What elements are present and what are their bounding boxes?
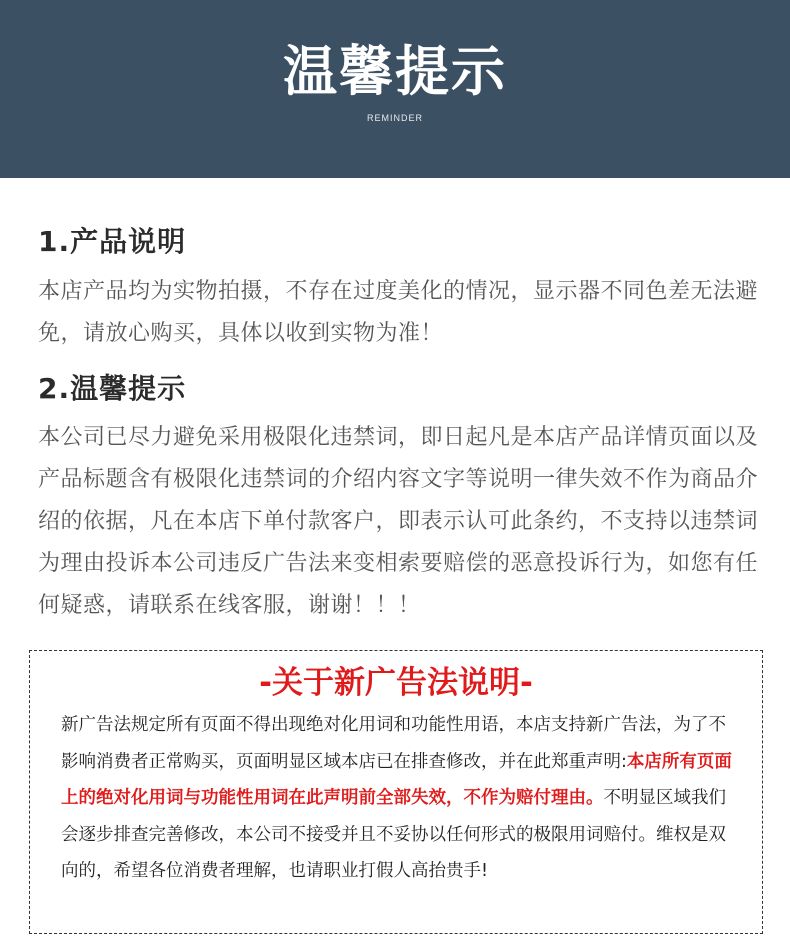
notice-title: -关于新广告法说明- — [259, 665, 533, 701]
header-title: 温馨提示 — [283, 40, 507, 103]
section-title-reminder: 2.温馨提示 — [38, 372, 187, 405]
section-text-product: 本店产品均为实物拍摄，不存在过度美化的情况，显示器不同色差无法避免，请放心购买，具体以收到实物为准！ — [38, 279, 759, 346]
notice-text-highlight: 本店所有页面上的绝对化用词与功能性用词在此声明前全部失效，不作为赔付理由。 — [61, 751, 732, 808]
header-subtitle: REMINDER — [366, 113, 423, 123]
header-banner — [0, 0, 790, 178]
ad-law-notice-box — [29, 650, 763, 934]
notice-body — [61, 707, 733, 890]
notice-text-part1: 新广告法规定所有页面不得出现绝对化用词和功能性用语，本店支持新广告法，为了不影响消费者正常购买，页面明显区域本店已在排查修改，并在此郑重声明: — [61, 715, 726, 772]
section-text-reminder: 本公司已尽力避免采用极限化违禁词，即日起凡是本店产品详情页面以及产品标题含有极限化违禁词的介绍内容文字等说明一律失效不作为商品介绍的依据，凡在本店下单付款客户，即表示认可此条约，不支持以违禁词为理由投诉本公司违反广告法来变相索要赔偿的恶意投诉行为，如您有任何疑惑，请联系在线客服，谢谢！！！ — [38, 425, 759, 618]
notice-text-part2: 不明显区域我们会逐步排查完善修改，本公司不接受并且不妥协以任何形式的极限用词赔付。维权是双向的，希望各位消费者理解，也请职业打假人高抬贵手! — [61, 788, 726, 881]
section-title-product: 1.产品说明 — [38, 225, 187, 258]
